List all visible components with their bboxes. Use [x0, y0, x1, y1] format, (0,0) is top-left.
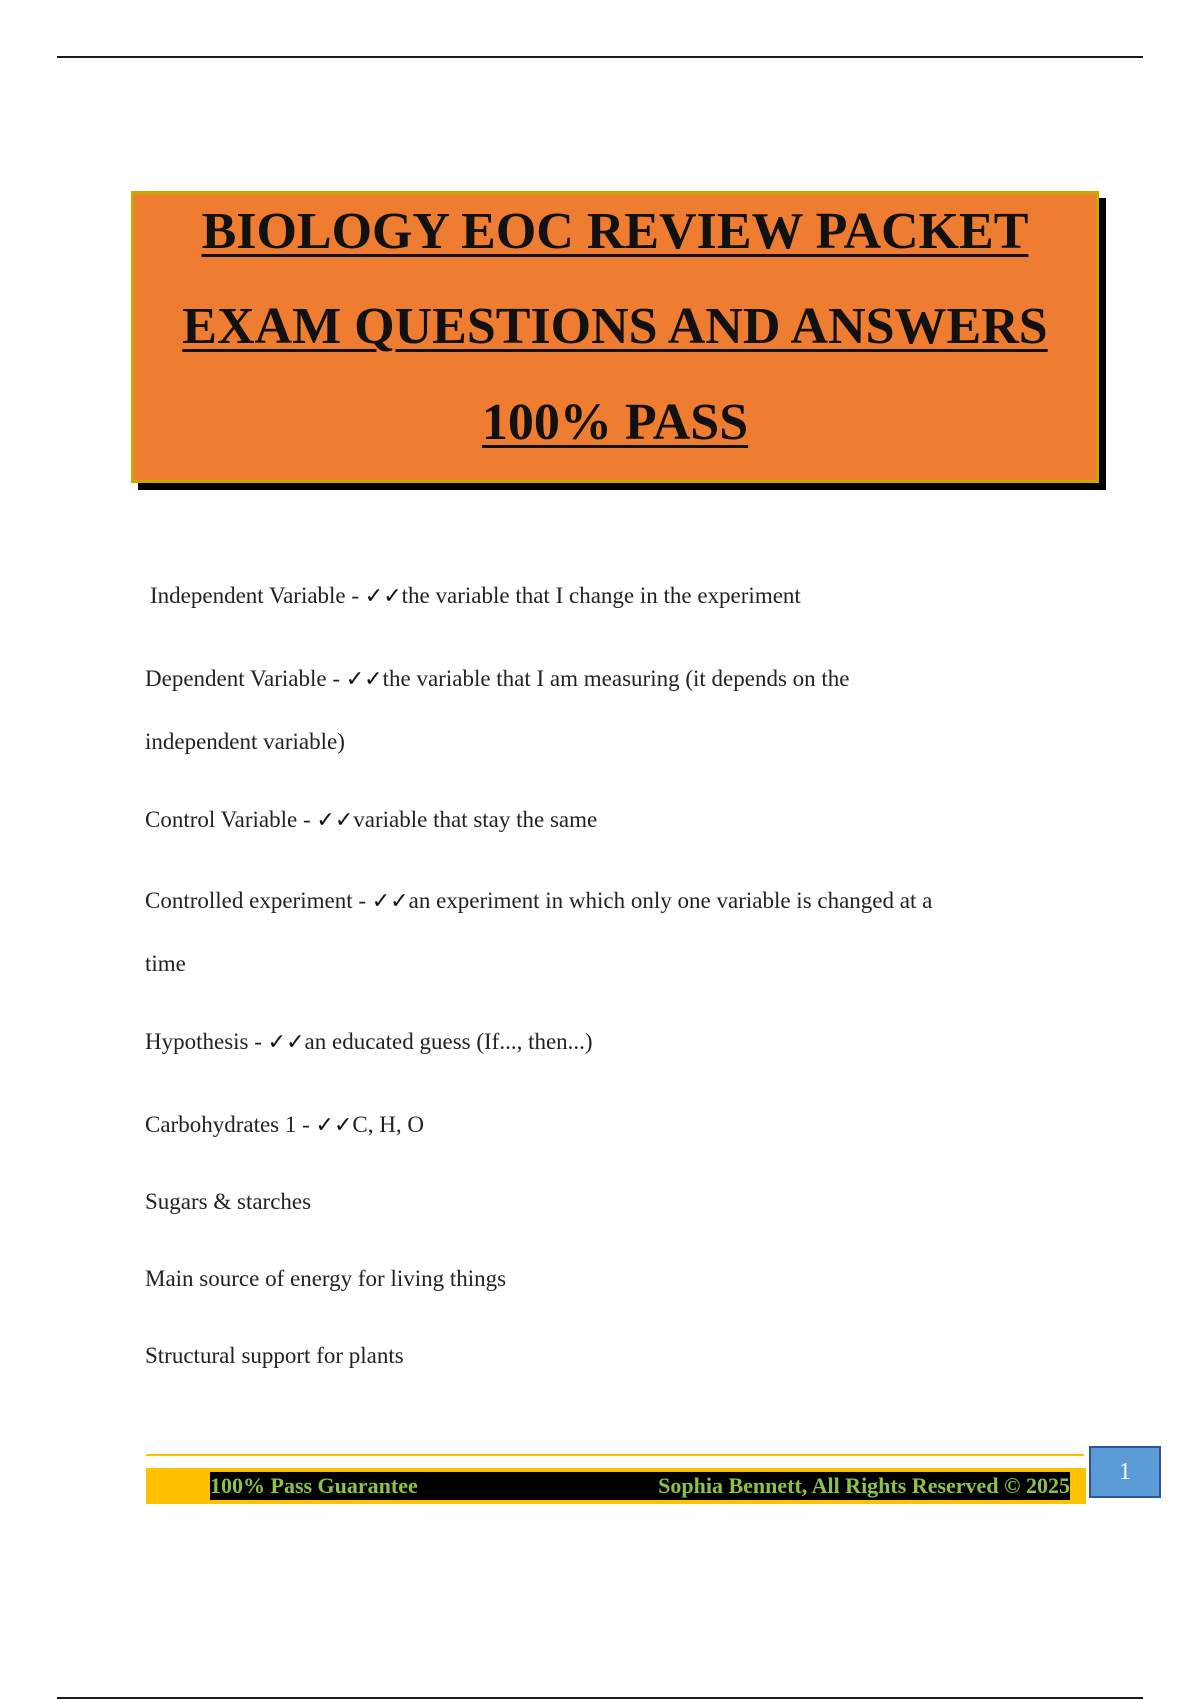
entry-control-variable: [145, 788, 1085, 852]
double-check-icon: ✓✓: [371, 889, 409, 914]
title-line-3: 100% PASS: [481, 394, 749, 451]
entry-term: Dependent Variable -: [145, 666, 346, 691]
entry-controlled-experiment: [145, 869, 1085, 933]
entry-term: Carbohydrates 1 -: [145, 1112, 316, 1137]
note-energy-source: Main source of energy for living things: [145, 1266, 507, 1291]
entry-definition: the variable that I change in the experiment: [401, 583, 801, 608]
footer-rule: [146, 1454, 1084, 1456]
entry-definition: an educated guess (If..., then...): [304, 1029, 593, 1054]
entry-term: Control Variable -: [145, 807, 317, 832]
entry-controlled-experiment-continuation: time: [145, 951, 186, 976]
entry-term: Controlled experiment -: [145, 888, 372, 913]
footer-text-band: [210, 1472, 1070, 1500]
entry-dependent-variable: [145, 647, 1085, 711]
double-check-icon: ✓✓: [364, 584, 402, 609]
double-check-icon: ✓✓: [315, 1113, 353, 1138]
bottom-rule: [57, 1697, 1143, 1699]
title-line-1: BIOLOGY EOC REVIEW PACKET: [201, 203, 1029, 260]
title-banner: [131, 191, 1099, 483]
entry-independent-variable: [150, 564, 1090, 628]
entry-carbohydrates: [145, 1093, 1085, 1157]
top-rule: [57, 56, 1143, 58]
footer-guarantee: 100% Pass Guarantee: [210, 1473, 418, 1498]
entry-dependent-variable-continuation: independent variable): [145, 729, 345, 754]
title-line-2: EXAM QUESTIONS AND ANSWERS: [182, 298, 1048, 355]
entry-definition: an experiment in which only one variable is changed at a: [408, 888, 933, 913]
entry-hypothesis: [145, 1010, 1085, 1074]
entry-definition: the variable that I am measuring (it depends on the: [382, 666, 850, 691]
double-check-icon: ✓✓: [345, 667, 383, 692]
entry-definition: variable that stay the same: [353, 807, 598, 832]
entry-definition: C, H, O: [352, 1112, 424, 1137]
entry-term: Hypothesis -: [145, 1029, 268, 1054]
note-sugars-starches: Sugars & starches: [145, 1189, 312, 1214]
footer-copyright: Sophia Bennett, All Rights Reserved © 2025: [658, 1473, 1070, 1498]
note-structural-support: Structural support for plants: [145, 1343, 404, 1368]
entry-term: Independent Variable -: [150, 583, 365, 608]
double-check-icon: ✓✓: [267, 1030, 305, 1055]
double-check-icon: ✓✓: [316, 808, 354, 833]
page-number: 1: [1089, 1446, 1161, 1498]
